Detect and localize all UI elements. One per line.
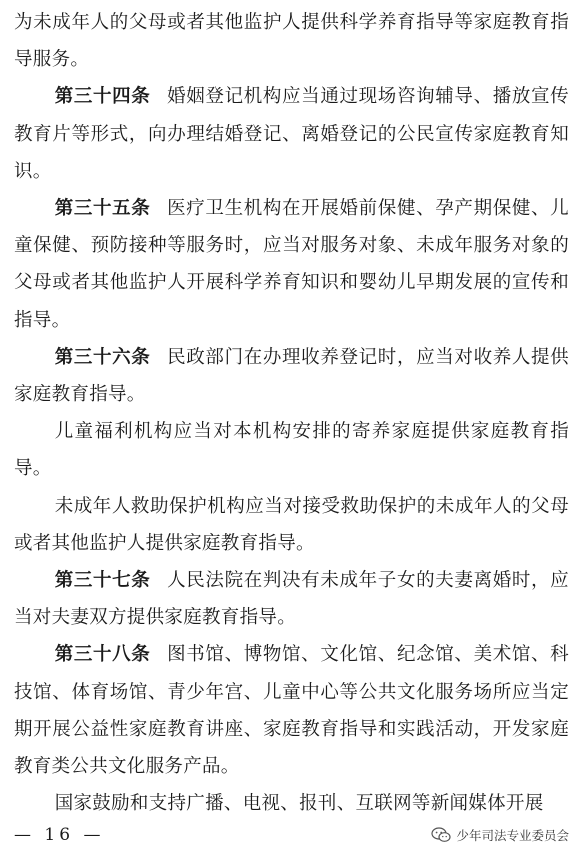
wechat-icon xyxy=(431,827,451,843)
paragraph-text: 为未成年人的父母或者其他监护人提供科学养育指导等家庭教育指导服务。 xyxy=(14,12,569,71)
paragraph-text: 儿童福利机构应当对本机构安排的寄养家庭提供家庭教育指导。 xyxy=(14,421,569,480)
source-name: 少年司法专业委员会 xyxy=(456,828,569,843)
article-38-para-2 xyxy=(14,785,569,822)
article-text: 图书馆、博物馆、文化馆、纪念馆、美术馆、科技馆、体育场馆、青少年宫、儿童中心等公共文化服务场所应当定期开展公益性家庭教育讲座、家庭教育指导和实践活动，开发家庭教育类公共文化服务产品。 xyxy=(14,644,569,778)
page-footer xyxy=(14,820,569,850)
article-37 xyxy=(14,562,569,636)
article-35 xyxy=(14,190,569,339)
article-36 xyxy=(14,339,569,413)
paragraph-1 xyxy=(14,4,569,78)
article-38 xyxy=(14,636,569,785)
paragraph-text: 国家鼓励和支持广播、电视、报刊、互联网等新闻媒体开展 xyxy=(54,793,544,815)
article-text: 婚姻登记机构应当通过现场咨询辅导、播放宣传教育片等形式，向办理结婚登记、离婚登记的公民宣传家庭教育知识。 xyxy=(14,86,569,182)
article-number: 第三十四条 xyxy=(54,86,151,108)
article-text: 人民法院在判决有未成年子女的夫妻离婚时，应当对夫妻双方提供家庭教育指导。 xyxy=(14,570,569,629)
article-text: 民政部门在办理收养登记时，应当对收养人提供家庭教育指导。 xyxy=(14,346,569,406)
article-number: 第三十五条 xyxy=(54,198,151,220)
article-number: 第三十七条 xyxy=(54,570,151,592)
document-page xyxy=(14,4,569,822)
article-number: 第三十八条 xyxy=(54,644,151,666)
article-36-para-3 xyxy=(14,488,569,562)
article-text: 医疗卫生机构在开展婚前保健、孕产期保健、儿童保健、预防接种等服务时，应当对服务对象、未成年服务对象的父母或者其他监护人开展科学养育知识和婴幼儿早期发展的宣传和指导。 xyxy=(14,198,569,331)
source-watermark xyxy=(431,826,569,844)
page-number: — 16 — xyxy=(14,825,105,845)
article-36-para-2 xyxy=(14,413,569,487)
paragraph-text: 未成年人救助保护机构应当对接受救助保护的未成年人的父母或者其他监护人提供家庭教育指导。 xyxy=(14,495,569,554)
article-34 xyxy=(14,78,569,190)
article-number: 第三十六条 xyxy=(54,346,151,368)
